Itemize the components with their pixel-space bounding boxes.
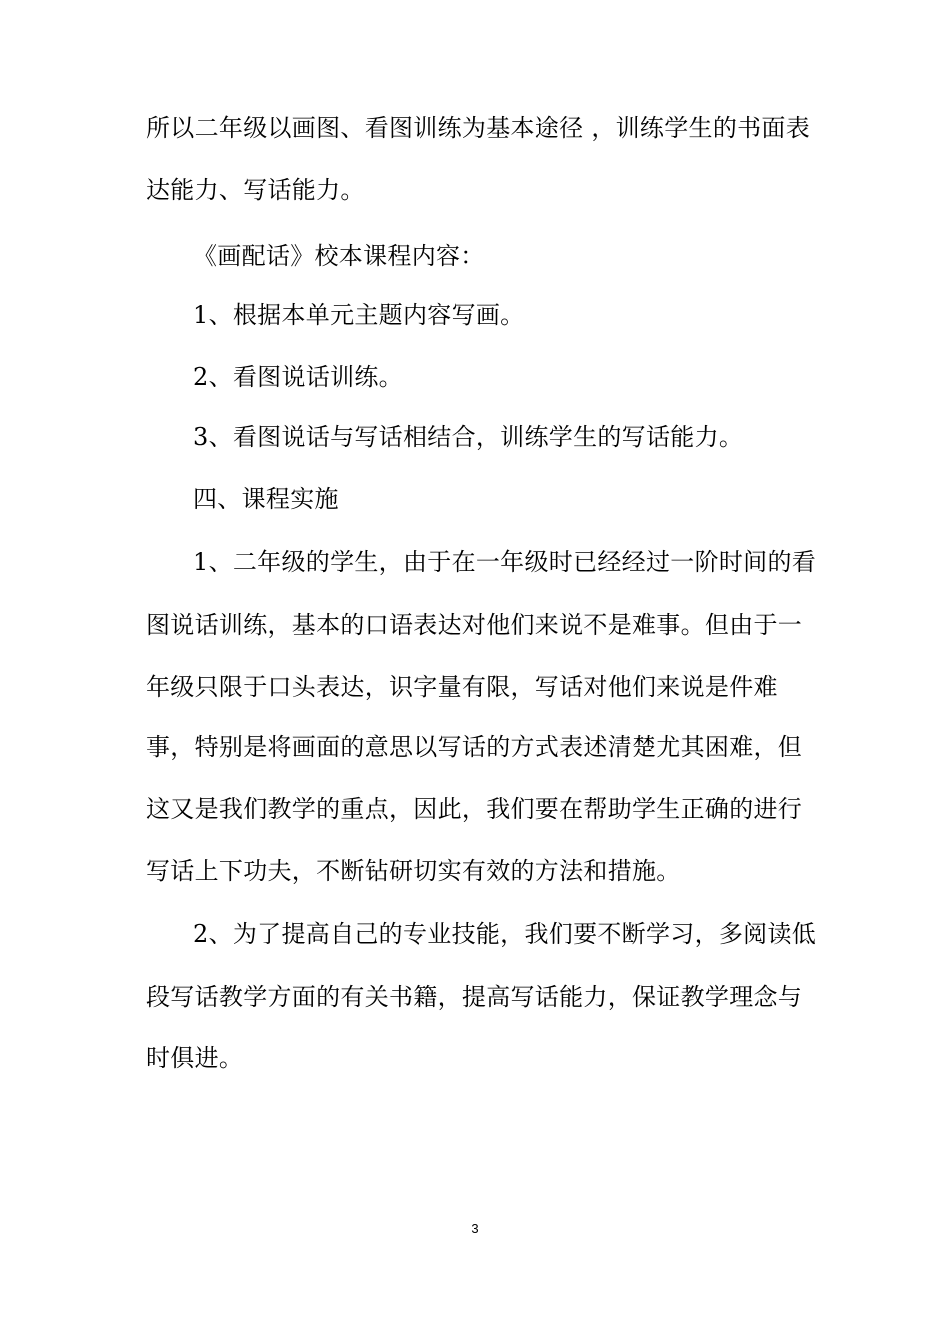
list-item: 2、看图说话训练。 [193,363,403,391]
body-text-line: 1、二年级的学生，由于在一年级时已经经过一阶时间的看 [193,548,817,576]
list-item: 1、根据本单元主题内容写画。 [193,301,525,329]
body-text-line: 2、为了提高自己的专业技能，我们要不断学习，多阅读低 [193,920,817,948]
body-text-line: 达能力、写话能力。 [146,176,365,204]
body-text-line: 这又是我们教学的重点，因此，我们要在帮助学生正确的进行 [146,795,803,823]
body-text-line: 所以二年级以画图、看图训练为基本途径 ，训练学生的书面表 [146,114,811,142]
body-text-line: 图说话训练，基本的口语表达对他们来说不是难事。但由于一 [146,611,803,639]
list-item: 3、看图说话与写话相结合，训练学生的写话能力。 [193,423,744,451]
body-text-line: 年级只限于口头表达，识字量有限，写话对他们来说是件难 [146,673,778,701]
section-heading: 《画配话》校本课程内容： [193,242,485,270]
body-text-line: 事，特别是将画面的意思以写话的方式表述清楚尤其困难，但 [146,733,803,761]
section-heading: 四、课程实施 [193,485,339,513]
body-text-line: 写话上下功夫，不断钻研切实有效的方法和措施。 [146,857,681,885]
page-number: 3 [471,1221,479,1236]
body-text-line: 时俱进。 [146,1044,244,1072]
body-text-line: 段写话教学方面的有关书籍，提高写话能力，保证教学理念与 [146,983,803,1011]
